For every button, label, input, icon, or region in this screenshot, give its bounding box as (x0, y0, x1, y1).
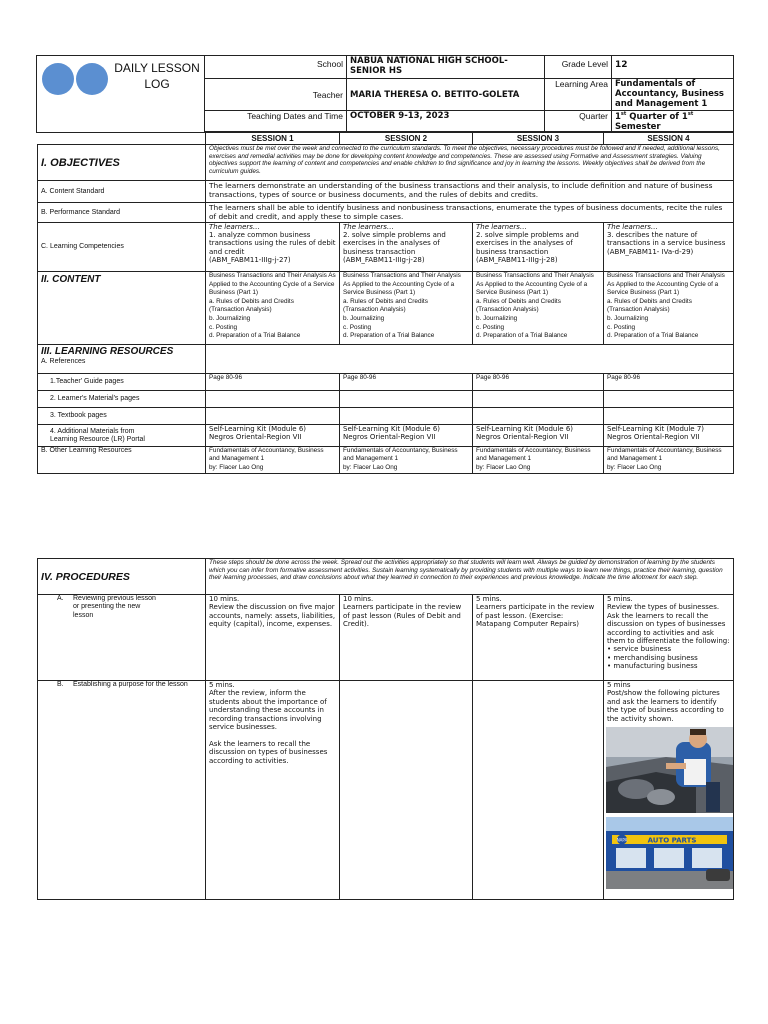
step-b-text: 5 mins Post/show the following pictures and ask the learners to identify the type of business according to the activity shown. (607, 681, 724, 723)
auto-parts-store-photo (606, 817, 733, 889)
quarter-label: Quarter (545, 111, 612, 133)
session-2-header: SESSION 2 (340, 132, 473, 145)
school-label: School (205, 56, 347, 79)
content-heading: II. CONTENT (38, 272, 206, 345)
step-a-cell: 5 mins. Review the types of businesses. Ask the learners to recall the discussion on types of businesses according to activities and ask them to differentiate the following: • service business • merchandising business • manufacturing business (604, 595, 734, 681)
header-table (36, 55, 734, 133)
step-b-cell: 5 mins. After the review, inform the students about the importance of understanding these accounts in recording transactions involving service businesses. Ask the learners to recall the discussion on types of businesses according to activities. (206, 681, 340, 900)
area-value: Fundamentals of Accountancy, Business and Management 1 (612, 79, 734, 111)
teacher-value: MARIA THERESA O. BETITO-GOLETA (347, 79, 545, 111)
procedures-heading: IV. PROCEDURES (38, 559, 206, 595)
area-label: Learning Area (545, 79, 612, 111)
session-3-header: SESSION 3 (473, 132, 604, 145)
log-title: DAILY LESSON LOG (114, 61, 200, 91)
store-sign: AUTO PARTS (647, 836, 697, 845)
teacher-guide-cell: Page 80-96 (604, 374, 734, 391)
dates-label: Teaching Dates and Time (205, 111, 347, 133)
additional-materials-label: 4. Additional Materials from Learning Resource (LR) Portal (38, 425, 206, 447)
other-resources-cell: Fundamentals of Accountancy, Business and Management 1 by: Flacer Lao Ong (340, 447, 473, 474)
competency-cell: The learners… 2. solve simple problems and exercises in the analyses of business transaction (ABM_FABM11-IIIg-j-28) (473, 223, 604, 272)
session-1-header: SESSION 1 (206, 132, 340, 145)
objectives-note: Objectives must be met over the week and connected to the curriculum standards. To meet the objectives, necessary procedures must be followed and if needed, additional lessons, exercises and remedial activities may be done for developing content knowledge and competencies. These are assessed using Formative and Assessment strategies. Valuing objectives support the learning of content and competencies and enable children to find significance and joy in learning the lessons. Weekly objectives shall be derived from the curriculum guides. (206, 145, 734, 181)
logo-cell (37, 56, 205, 133)
resources-heading: III. LEARNING RESOURCES (41, 346, 174, 357)
teacher-guide-label: 1.Teacher' Guide pages (38, 374, 206, 391)
step-a-letter: A. (57, 595, 64, 602)
step-a-cell: 5 mins. Learners participate in the review of past lesson. (Exercise: Matapang Computer Repairs) (473, 595, 604, 681)
session-4-header: SESSION 4 (604, 132, 734, 145)
resources-heading-cell (38, 345, 206, 374)
quarter-value: 1st Quarter of 1st Semester (612, 111, 734, 133)
objectives-heading: I. OBJECTIVES (38, 145, 206, 181)
dates-value: OCTOBER 9-13, 2023 (347, 111, 545, 133)
step-a-cell: 10 mins. Learners participate in the review of past lesson (Rules of Debit and Credit). (340, 595, 473, 681)
teacher-guide-cell: Page 80-96 (206, 374, 340, 391)
procedures-note: These steps should be done across the week. Spread out the activities appropriately so that students will learn well. Always be guided by demonstration of learning by the students which you can infer from formative assessment activities. Sustain learning systematically by providing students with multiple ways to learn new things, practice their learning, question their learning processes, and draw conclusions about what they learned in connection to their experiences and previous knowledge. Indicate the time allotment for each step. (206, 559, 734, 595)
references-label: A. References (41, 358, 86, 365)
content-cell: Business Transactions and Their Analysis As Applied to the Accounting Cycle of a Service Business (Part 1) a. Rules of Debits and Credits (Transaction Analysis) b. Journalizing c. Posting d. Preparation of a Trial Balance (473, 272, 604, 345)
teacher-label: Teacher (205, 79, 347, 111)
other-resources-cell: Fundamentals of Accountancy, Business and Management 1 by: Flacer Lao Ong (206, 447, 340, 474)
performance-standard-label: B. Performance Standard (38, 203, 206, 223)
step-a-label-cell (38, 595, 206, 681)
other-resources-cell: Fundamentals of Accountancy, Business and Management 1 by: Flacer Lao Ong (604, 447, 734, 474)
other-resources-cell: Fundamentals of Accountancy, Business and Management 1 by: Flacer Lao Ong (473, 447, 604, 474)
textbook-label: 3. Textbook pages (38, 408, 206, 425)
competency-cell: The learners… 2. solve simple problems and exercises in the analyses of business transaction (ABM_FABM11-IIIg-j-28) (340, 223, 473, 272)
learners-material-label: 2. Learner's Material's pages (38, 391, 206, 408)
school-value: NABUA NATIONAL HIGH SCHOOL-SENIOR HS (347, 56, 545, 79)
teacher-guide-cell: Page 80-96 (473, 374, 604, 391)
procedures-table (37, 558, 734, 900)
step-b-label-cell (38, 681, 206, 900)
mechanic-photo (606, 727, 733, 813)
logo-circle-left (42, 63, 74, 95)
content-cell: Business Transactions and Their Analysis As Applied to the Accounting Cycle of a Service Business (Part 1) a. Rules of Debits and Credits (Transaction Analysis) b. Journalizing c. Posting d. Preparation of a Trial Balance (206, 272, 340, 345)
step-b-label: Establishing a purpose for the lesson (73, 681, 188, 688)
teacher-guide-cell: Page 80-96 (340, 374, 473, 391)
objectives-table (37, 131, 734, 474)
content-standard-label: A. Content Standard (38, 181, 206, 203)
additional-materials-cell: Self-Learning Kit (Module 6) Negros Oriental-Region VII (473, 425, 604, 447)
grade-label: Grade Level (545, 56, 612, 79)
step-a-label: Reviewing previous lesson or presenting the new lesson (73, 595, 156, 619)
additional-materials-cell: Self-Learning Kit (Module 6) Negros Oriental-Region VII (206, 425, 340, 447)
step-b-letter: B. (57, 681, 64, 688)
additional-materials-cell: Self-Learning Kit (Module 7) Negros Oriental-Region VII (604, 425, 734, 447)
step-a-cell: 10 mins. Review the discussion on five major accounts, namely: assets, liabilities, equity (capital), income, expenses. (206, 595, 340, 681)
competencies-label: C. Learning Competencies (38, 223, 206, 272)
content-standard-text: The learners demonstrate an understanding of the business transactions and their analysis, to include definition and nature of business transactions, types of source or business documents, and the rules of debits and credits. (206, 181, 734, 203)
additional-materials-cell: Self-Learning Kit (Module 6) Negros Oriental-Region VII (340, 425, 473, 447)
content-cell: Business Transactions and Their Analysis As Applied to the Accounting Cycle of a Service Business (Part 1) a. Rules of Debits and Credits (Transaction Analysis) b. Journalizing c. Posting d. Preparation of a Trial Balance (340, 272, 473, 345)
step-b-cell-4 (604, 681, 734, 900)
performance-standard-text: The learners shall be able to identify business and nonbusiness transactions, enumerate the types of business documents, recite the rules of debit and credit, and apply these to simple cases. (206, 203, 734, 223)
competency-cell: The learners… 3. describes the nature of transactions in a service business (ABM_FABM11- IVa-d-29) (604, 223, 734, 272)
grade-value: 12 (612, 56, 734, 79)
store-logo: NAPA (616, 837, 628, 843)
content-cell: Business Transactions and Their Analysis As Applied to the Accounting Cycle of a Service Business (Part 1) a. Rules of Debits and Credits (Transaction Analysis) b. Journalizing c. Posting d. Preparation of a Trial Balance (604, 272, 734, 345)
other-resources-label: B. Other Learning Resources (38, 447, 206, 474)
competency-cell: The learners… 1. analyze common business transactions using the rules of debit and credit (ABM_FABM11-IIIg-j-27) (206, 223, 340, 272)
logo-circle-right (76, 63, 108, 95)
